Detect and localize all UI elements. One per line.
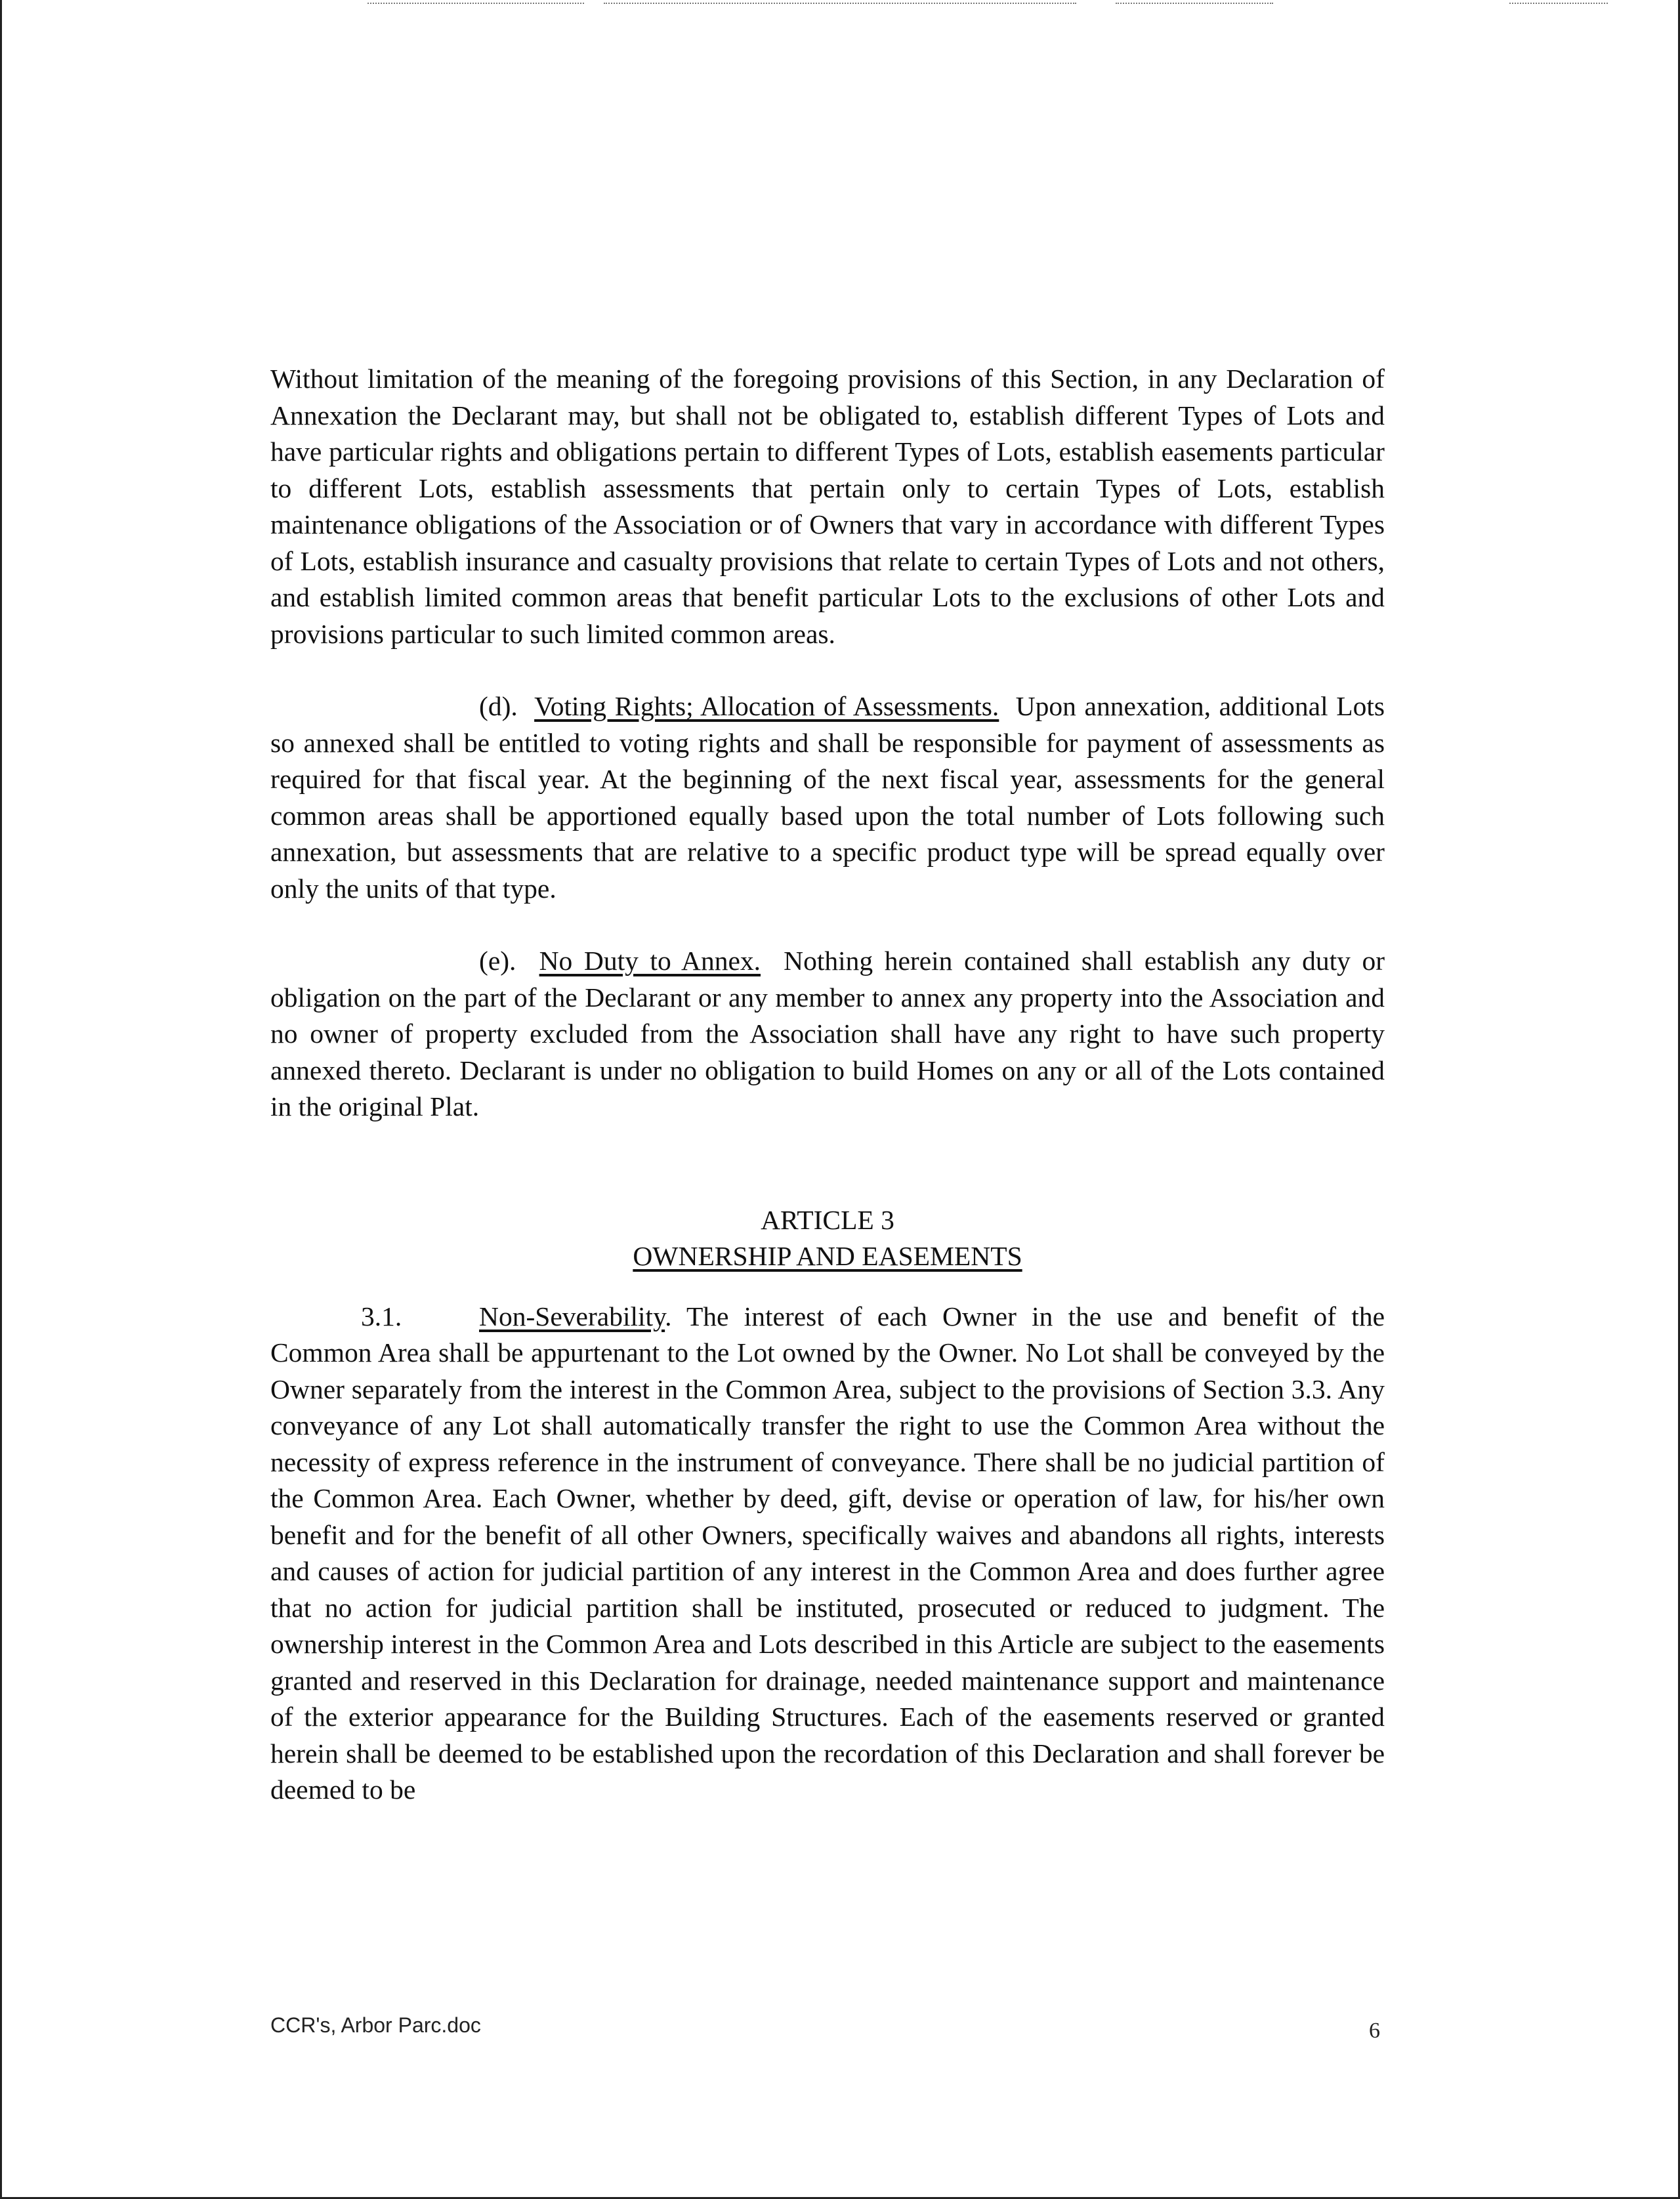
footer-filename: CCR's, Arbor Parc.doc — [270, 2013, 481, 2037]
article-number: ARTICLE 3 — [761, 1204, 894, 1235]
article-title: OWNERSHIP AND EASEMENTS — [633, 1241, 1022, 1271]
subsection-d-text: Upon annexation, additional Lots so annexed shall be entitled to voting rights and shall be responsible for payment of assessments as required for that fiscal year. At the beginning of the next fiscal year, assessments for the general common areas shall be apportioned equally based upon the total number of Lots following such annexation, but assessments that are relative to a specific product type will be spread equally over only the units of that type. — [270, 691, 1385, 904]
scan-artifact — [368, 3, 584, 8]
subsection-e-heading: No Duty to Annex. — [539, 946, 761, 976]
scan-artifact — [1116, 3, 1273, 8]
section-3-1-heading: Non-Severability — [479, 1301, 665, 1331]
page-number: 6 — [1369, 2019, 1380, 2043]
subsection-e — [270, 943, 1385, 1125]
scan-artifact — [1509, 3, 1608, 8]
section-3-1-number: 3.1. — [361, 1301, 402, 1331]
subsection-e-text: Nothing herein contained shall establish any duty or obligation on the part of the Declarant or any member to annex any property into the Association and no owner of property excluded from the Association shall have any right to have such property annexed thereto. Declarant is under no obligation to build Homes on any or all of the Lots contained in the original Plat. — [270, 946, 1385, 1121]
scan-artifact — [604, 3, 1076, 8]
subsection-e-label: (e). — [479, 946, 516, 976]
subsection-d — [270, 688, 1385, 907]
section-3-1 — [270, 1299, 1385, 1809]
subsection-d-heading: Voting Rights; Allocation of Assessments. — [534, 691, 999, 721]
document-body — [270, 361, 1385, 1809]
subsection-d-label: (d). — [479, 691, 518, 721]
section-3-1-text: . The interest of each Owner in the use and benefit of the Common Area shall be appurtenant to the Lot owned by the Owner. No Lot shall be conveyed by the Owner separately from the interest in the Common Area, subject to the provisions of Section 3.3. Any conveyance of any Lot shall automatically transfer the right to use the Common Area without the necessity of express reference in the instrument of conveyance. There shall be no judicial partition of the Common Area. Each Owner, whether by deed, gift, devise or operation of law, for his/her own benefit and for the benefit of all other Owners, specifically waives and abandons all rights, interests and causes of action for judicial partition of any interest in the Common Area and does further agree that no action for judicial partition shall be instituted, prosecuted or reduced to judgment. The ownership interest in the Common Area and Lots described in this Article are subject to the easements granted and reserved in this Declaration for drainage, needed maintenance support and maintenance of the exterior appearance for the Building Structures. Each of the easements reserved or granted herein shall be deemed to be established upon the recordation of this Declaration and shall forever be deemed to be — [270, 1301, 1385, 1805]
article-heading — [270, 1202, 1385, 1275]
paragraph-annexation-provisions: Without limitation of the meaning of the foregoing provisions of this Section, in any Declaration of Annexation the Declarant may, but shall not be obligated to, establish different Types of Lots and have particular rights and obligations pertain to different Types of Lots, establish easements particular to different Lots, establish assessments that pertain only to certain Types of Lots, establish maintenance obligations of the Association or of Owners that vary in accordance with different Types of Lots, establish insurance and casualty provisions that relate to certain Types of Lots and not others, and establish limited common areas that benefit particular Lots to the exclusions of other Lots and provisions particular to such limited common areas. — [270, 364, 1385, 649]
